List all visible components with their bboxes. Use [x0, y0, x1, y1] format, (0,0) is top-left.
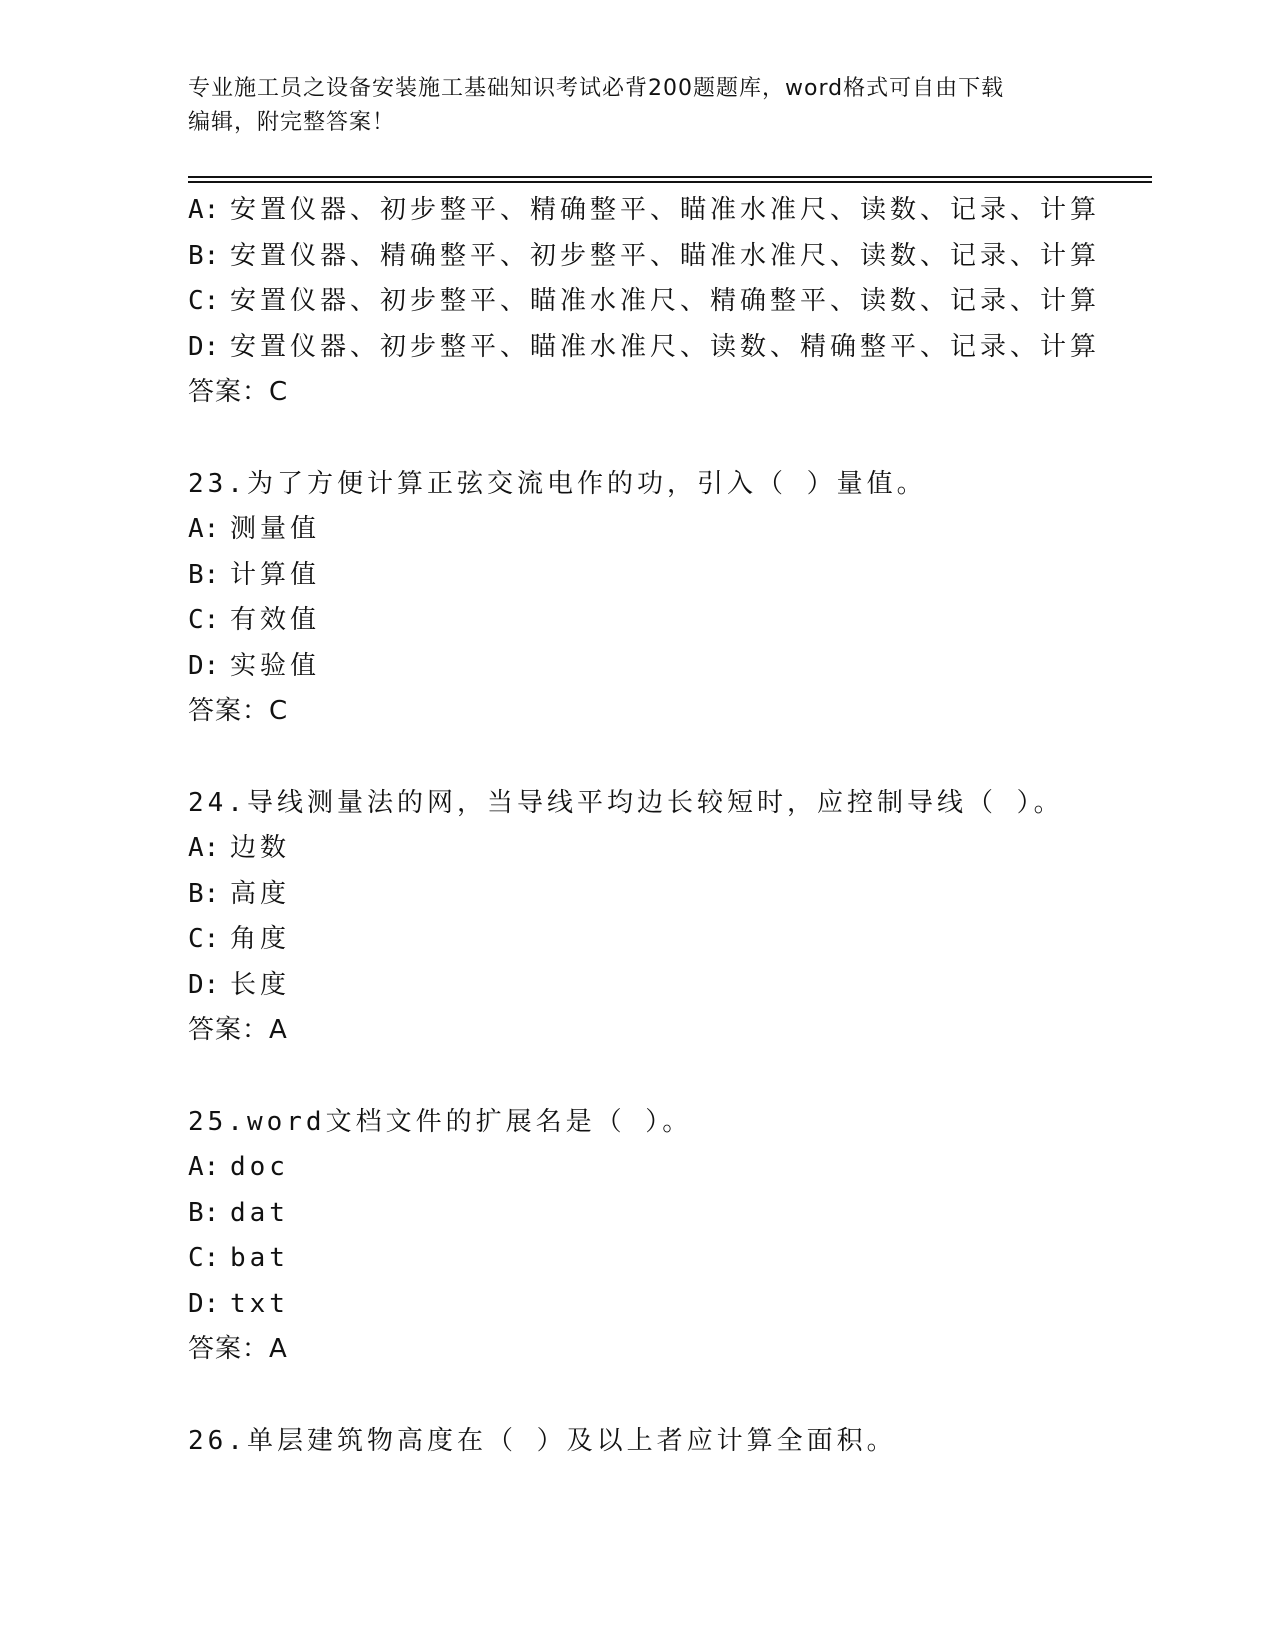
block-spacer [188, 735, 1152, 781]
option-b [188, 234, 1152, 280]
option-text: 角度 [230, 924, 291, 954]
option-b [188, 1191, 1152, 1237]
option-letter: C: [188, 1243, 220, 1273]
option-letter: D: [188, 650, 220, 681]
option-a [188, 507, 1152, 553]
option-a [188, 188, 1152, 234]
question-text: 26.单层建筑物高度在（ ）及以上者应计算全面积。 [188, 1425, 897, 1456]
option-d [188, 1282, 1152, 1328]
option-text: 边数 [230, 833, 291, 863]
option-letter: A: [188, 195, 220, 225]
option-text: txt [230, 1288, 289, 1319]
answer-line: 答案：A [188, 1015, 288, 1045]
option-text: 安置仪器、精确整平、初步整平、瞄准水准尺、读数、记录、计算 [230, 240, 1101, 271]
question-block-22 [188, 188, 1152, 416]
option-text: 测量值 [230, 514, 321, 544]
option-b [188, 872, 1152, 918]
option-letter: B: [188, 1197, 220, 1228]
option-b [188, 553, 1152, 599]
question-block-25 [188, 1100, 1152, 1373]
option-letter: C: [188, 286, 220, 316]
option-letter: C: [188, 924, 220, 954]
option-letter: D: [188, 1288, 220, 1319]
option-text: bat [230, 1243, 289, 1273]
question-block-26 [188, 1419, 1152, 1465]
header-title-line-2: 编辑，附完整答案！ [188, 110, 396, 135]
option-letter: A: [188, 1152, 220, 1182]
option-c [188, 279, 1152, 325]
option-text: 安置仪器、初步整平、瞄准水准尺、读数、精确整平、记录、计算 [230, 331, 1101, 362]
option-letter: A: [188, 514, 220, 544]
block-spacer [188, 1054, 1152, 1100]
option-text: 计算值 [230, 559, 321, 590]
header-divider-top [188, 176, 1152, 178]
option-letter: B: [188, 559, 220, 590]
option-c [188, 917, 1152, 963]
option-d [188, 644, 1152, 690]
option-c [188, 1236, 1152, 1282]
option-text: dat [230, 1197, 289, 1228]
option-text: 有效值 [230, 605, 321, 635]
header-divider-bottom [188, 181, 1152, 183]
question-block-23 [188, 462, 1152, 735]
option-d [188, 963, 1152, 1009]
document-header [188, 72, 1068, 140]
header-title-line-1: 专业施工员之设备安装施工基础知识考试必背200题题库，word格式可自由下载 [188, 76, 1005, 101]
option-letter: B: [188, 878, 220, 909]
question-text: 24.导线测量法的网，当导线平均边长较短时，应控制导线（ ）。 [188, 787, 1064, 818]
option-letter: B: [188, 240, 220, 271]
option-letter: C: [188, 605, 220, 635]
option-letter: D: [188, 969, 220, 1000]
question-text: 23.为了方便计算正弦交流电作的功，引入（ ）量值。 [188, 468, 927, 499]
block-spacer [188, 416, 1152, 462]
answer-line: 答案：A [188, 1334, 288, 1364]
option-letter: D: [188, 331, 220, 362]
question-block-24 [188, 781, 1152, 1054]
option-text: doc [230, 1152, 289, 1182]
option-text: 安置仪器、初步整平、瞄准水准尺、精确整平、读数、记录、计算 [230, 286, 1101, 316]
block-spacer [188, 1373, 1152, 1419]
question-list [188, 188, 1152, 1464]
answer-line: 答案：C [188, 696, 289, 726]
option-a [188, 826, 1152, 872]
option-text: 长度 [230, 969, 291, 1000]
answer-line: 答案：C [188, 377, 289, 407]
option-letter: A: [188, 833, 220, 863]
option-text: 实验值 [230, 650, 321, 681]
option-a [188, 1145, 1152, 1191]
option-text: 高度 [230, 878, 291, 909]
option-c [188, 598, 1152, 644]
option-d [188, 325, 1152, 371]
option-text: 安置仪器、初步整平、精确整平、瞄准水准尺、读数、记录、计算 [230, 195, 1101, 225]
question-text: 25.word文档文件的扩展名是（ ）。 [188, 1106, 693, 1137]
